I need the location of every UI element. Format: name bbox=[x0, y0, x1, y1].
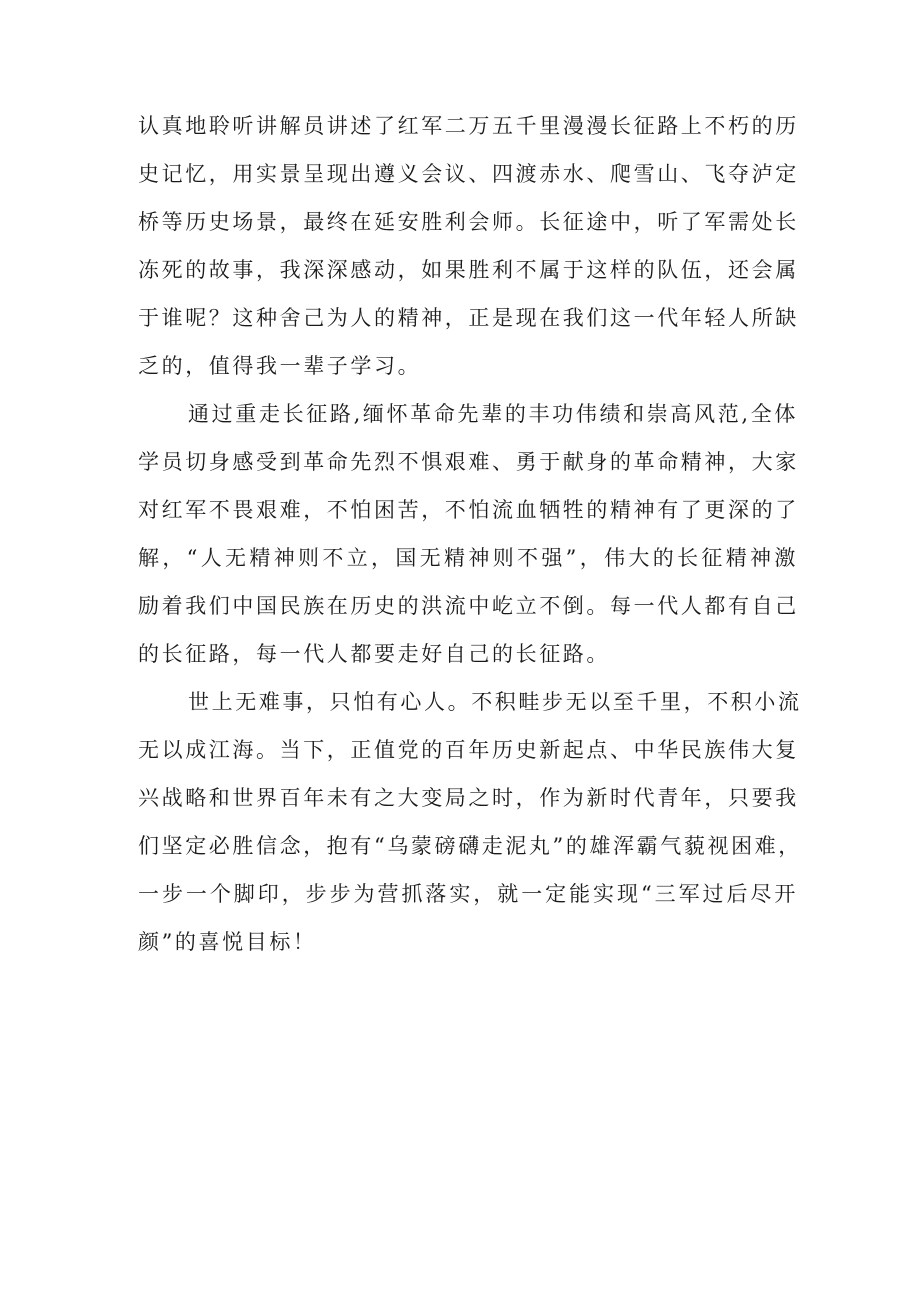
text-line: 的长征路，每一代人都要走好自己的长征路。 bbox=[138, 642, 610, 666]
text-line: 一步一个脚印，步步为营抓落实，就一定能实现“三军过后尽开 bbox=[138, 882, 798, 906]
text-line: 通过重走长征路,缅怀革命先辈的丰功伟绩和崇高风范,全体 bbox=[188, 402, 798, 426]
text-line: 励着我们中国民族在历史的洪流中屹立不倒。每一代人都有自己 bbox=[138, 594, 799, 618]
text-line: 史记忆，用实景呈现出遵义会议、四渡赤水、爬雪山、飞夺泸定 bbox=[138, 162, 799, 186]
paragraph-3 bbox=[138, 678, 802, 966]
text-line: 世上无难事，只怕有心人。不积畦步无以至千里，不积小流 bbox=[188, 690, 802, 714]
paragraph-1 bbox=[138, 102, 798, 390]
paragraph-2 bbox=[138, 390, 798, 678]
text-line: 无以成江海。当下，正值党的百年历史新起点、中华民族伟大复 bbox=[138, 738, 799, 762]
text-line: 认真地聆听讲解员讲述了红军二万五千里漫漫长征路上不朽的历 bbox=[138, 114, 799, 138]
text-line: 乏的，值得我一辈子学习。 bbox=[138, 354, 422, 378]
document-body bbox=[138, 102, 802, 966]
text-line: 冻死的故事，我深深感动，如果胜利不属于这样的队伍，还会属 bbox=[138, 258, 799, 282]
text-line: 学员切身感受到革命先烈不惧艰难、勇于献身的革命精神，大家 bbox=[138, 450, 799, 474]
text-line: 于谁呢？这种舍己为人的精神，正是现在我们这一代年轻人所缺 bbox=[138, 306, 799, 330]
text-line: 颜”的喜悦目标！ bbox=[138, 930, 317, 954]
text-line: 兴战略和世界百年未有之大变局之时，作为新时代青年，只要我 bbox=[138, 786, 799, 810]
text-line: 对红军不畏艰难，不怕困苦，不怕流血牺牲的精神有了更深的了 bbox=[138, 498, 799, 522]
text-line: 们坚定必胜信念，抱有“乌蒙磅礴走泥丸”的雄浑霸气藐视困难， bbox=[138, 834, 802, 858]
text-line: 桥等历史场景，最终在延安胜利会师。长征途中，听了军需处长 bbox=[138, 210, 799, 234]
text-line: 解，“人无精神则不立，国无精神则不强”，伟大的长征精神激 bbox=[138, 546, 798, 570]
